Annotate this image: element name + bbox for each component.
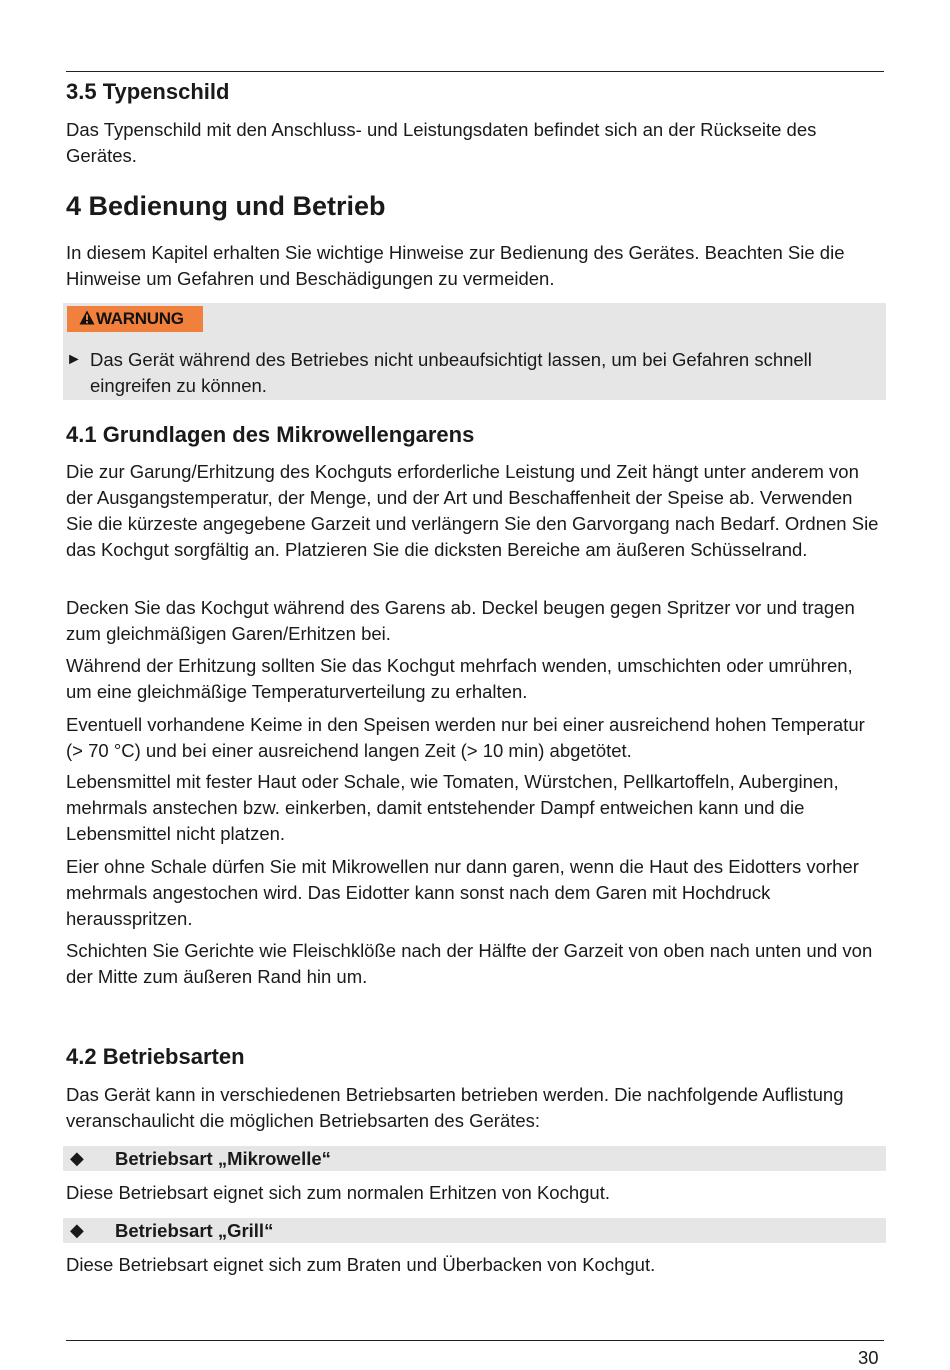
- page-number: 30: [858, 1347, 879, 1368]
- section-3-5-text: Das Typenschild mit den Anschluss- und Leistungsdaten befindet sich an der Rückseite des Gerätes.: [66, 119, 817, 166]
- section-4-1-paragraph: Decken Sie das Kochgut während des Garens ab. Deckel beugen gegen Spritzer vor und tragen zum gleichmäßigen Garen/Erhitzen bei.: [66, 597, 855, 644]
- section-4-1-paragraph: Eventuell vorhandene Keime in den Speisen werden nur bei einer ausreichend hohen Temperatur (> 70 °C) und bei einer ausreichend langen Zeit (> 10 min) abgetötet.: [66, 714, 865, 761]
- section-4-2-heading: 4.2 Betriebsarten: [66, 1044, 245, 1069]
- mode-heading-bar: [63, 1146, 886, 1171]
- section-4-1-paragraph: Lebensmittel mit fester Haut oder Schale, wie Tomaten, Würstchen, Pellkartoffeln, Auberginen, mehrmals anstechen bzw. einkerben, damit entstehender Dampf entweichen kann und die Lebensmittel nicht platzen.: [66, 771, 839, 844]
- mode-description: Diese Betriebsart eignet sich zum Braten und Überbacken von Kochgut.: [66, 1254, 656, 1275]
- header-rule: [66, 71, 884, 72]
- diamond-bullet-icon: ◆: [70, 1148, 84, 1168]
- section-4-1-paragraph: Während der Erhitzung sollten Sie das Kochgut mehrfach wenden, umschichten oder umrühren, um eine gleichmäßige Temperaturverteilung zu erhalten.: [66, 655, 853, 702]
- section-3-5-heading: 3.5 Typenschild: [66, 79, 230, 104]
- section-4-2-intro: Das Gerät kann in verschiedenen Betriebsarten betrieben werden. Die nachfolgende Auflistung veranschaulicht die möglichen Betriebsarten des Gerätes:: [66, 1084, 844, 1131]
- warning-badge-label: WARNUNG: [96, 309, 184, 328]
- warning-triangle-icon: [79, 310, 95, 325]
- mode-label: Betriebsart „Mikrowelle“: [115, 1148, 331, 1169]
- mode-label: Betriebsart „Grill“: [115, 1220, 274, 1241]
- chapter-4-heading: 4 Bedienung und Betrieb: [66, 191, 386, 221]
- section-4-1-paragraph: Schichten Sie Gerichte wie Fleischklöße nach der Hälfte der Garzeit von oben nach unten und von der Mitte zum äußeren Rand hin um.: [66, 940, 873, 987]
- warning-item-text: Das Gerät während des Betriebes nicht unbeaufsichtigt lassen, um bei Gefahren schnell eingreifen zu können.: [90, 349, 812, 396]
- footer-rule: [66, 1340, 884, 1341]
- play-arrow-icon: ►: [66, 351, 82, 368]
- section-4-1-heading: 4.1 Grundlagen des Mikrowellengarens: [66, 422, 475, 447]
- mode-heading-bar: [63, 1218, 886, 1243]
- section-4-1-paragraph: Eier ohne Schale dürfen Sie mit Mikrowellen nur dann garen, wenn die Haut des Eidotters vorher mehrmals angestochen wird. Das Eidotter kann sonst nach dem Garen mit Hochdruck herausspritzen.: [66, 856, 859, 929]
- section-4-1-paragraph: Die zur Garung/Erhitzung des Kochguts erforderliche Leistung und Zeit hängt unter anderem von der Ausgangstemperatur, der Menge, und der Art und Beschaffenheit der Speise ab. Verwenden Sie die kürzeste angegebene Garzeit und verlängern Sie den Garvorgang nach Bedarf. Ordnen Sie das Kochgut sorgfältig an. Platzieren Sie die dicksten Bereiche am äußeren Schüsselrand.: [66, 461, 879, 560]
- mode-description: Diese Betriebsart eignet sich zum normalen Erhitzen von Kochgut.: [66, 1182, 610, 1203]
- warning-badge: [67, 306, 203, 332]
- diamond-bullet-icon: ◆: [70, 1220, 84, 1240]
- chapter-4-intro: In diesem Kapitel erhalten Sie wichtige Hinweise zur Bedienung des Gerätes. Beachten Sie die Hinweise um Gefahren und Beschädigungen zu vermeiden.: [66, 242, 845, 289]
